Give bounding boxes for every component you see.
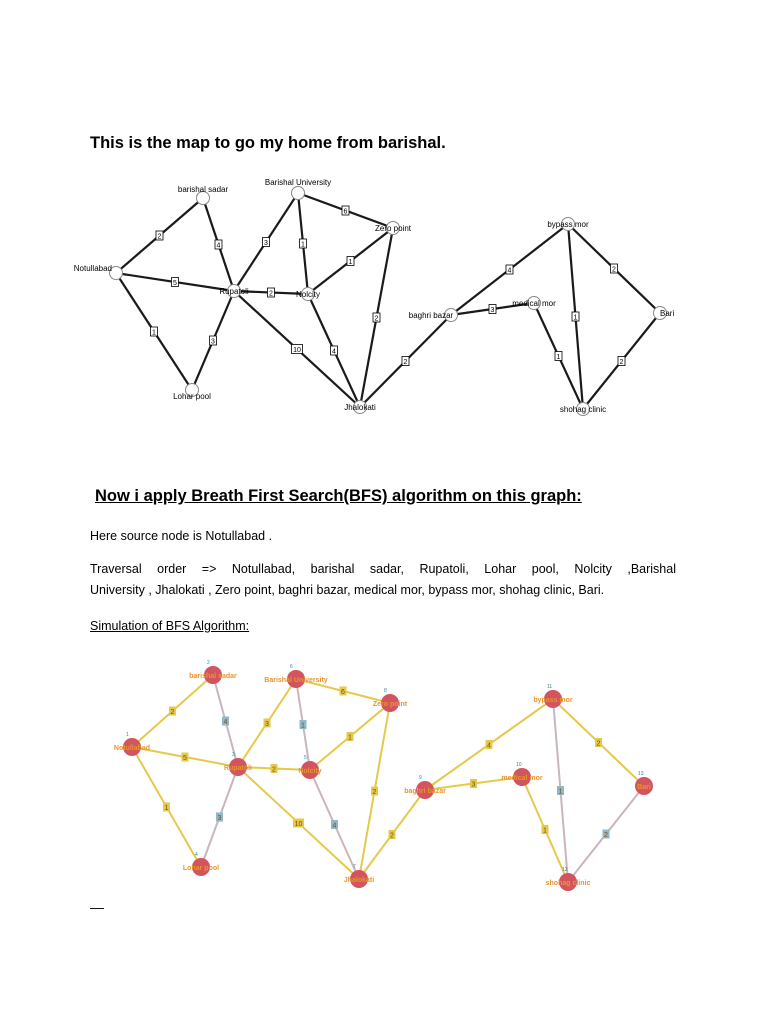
sim-nodes [114, 660, 653, 891]
node-label: Nolcity [295, 290, 321, 299]
bfs-order: 10 [516, 762, 522, 768]
node-medical-mor [512, 297, 556, 310]
edge-weight [340, 687, 347, 697]
bfs-order: 8 [384, 688, 387, 694]
svg-text:1: 1 [301, 722, 305, 730]
edge-weight [169, 707, 176, 717]
edge-weight [555, 352, 562, 362]
node-bypass-mor [533, 684, 573, 708]
svg-text:2: 2 [612, 266, 616, 274]
svg-text:6: 6 [341, 689, 345, 696]
bfs-simulation-graph [98, 655, 668, 900]
road-map-graph [73, 170, 688, 430]
bfs-order: 4 [195, 852, 198, 858]
edge-weight [156, 231, 163, 241]
svg-text:2: 2 [269, 290, 273, 298]
edge-weight [263, 238, 270, 248]
bfs-order: 3 [232, 752, 235, 758]
node-rupatoli [224, 752, 252, 776]
edge-weight [163, 803, 170, 813]
edge-weight [470, 779, 477, 789]
node-barishal-university [265, 178, 331, 200]
svg-text:2: 2 [619, 359, 624, 366]
node-lohar-pool [183, 852, 219, 876]
svg-text:5: 5 [173, 280, 177, 287]
bfs-order: 13 [638, 771, 644, 777]
bfs-order: 7 [353, 864, 356, 870]
node-label: Rupatoli [219, 287, 249, 296]
node-label: Rupatoli [224, 765, 252, 772]
edge-weight [293, 819, 304, 829]
edge-weight [342, 206, 349, 216]
svg-text:4: 4 [332, 348, 336, 356]
edge-weight [542, 825, 549, 835]
svg-text:3: 3 [265, 721, 269, 728]
node-bypass-mor [547, 218, 589, 231]
edge-weight [271, 764, 278, 774]
trailing-dash: — [90, 899, 104, 915]
edge-weight [292, 345, 303, 355]
edge-weight [595, 738, 602, 748]
svg-text:1: 1 [543, 827, 547, 835]
bfs-order: 6 [290, 664, 293, 670]
edge-weight [402, 357, 409, 367]
node-label: Lohar pool [182, 865, 220, 872]
node-nolcity [298, 755, 321, 779]
source-node-text: Here source node is Notullabad . [90, 529, 273, 543]
edge-weight [506, 265, 513, 275]
node-nolcity [296, 288, 320, 301]
node-barishal-sadar [178, 185, 229, 205]
svg-text:2: 2 [374, 315, 379, 323]
svg-text:2: 2 [272, 766, 276, 774]
svg-text:2: 2 [390, 832, 394, 840]
edge-weight [151, 327, 158, 337]
node-barishal-sadar [189, 660, 237, 684]
node-label: Barishal University [264, 178, 332, 187]
svg-text:2: 2 [604, 832, 608, 839]
node-baghri-bazar [409, 309, 458, 322]
node-label: Nolcity [298, 768, 322, 775]
svg-text:3: 3 [471, 781, 476, 789]
svg-text:1: 1 [573, 314, 578, 322]
edge-weight [268, 288, 275, 298]
bfs-order: 2 [207, 660, 210, 666]
node-label: shohag clinic [559, 405, 607, 414]
svg-text:10: 10 [293, 347, 301, 354]
svg-text:2: 2 [403, 359, 408, 366]
node-rupatoli [219, 285, 249, 298]
svg-text:3: 3 [211, 338, 215, 346]
svg-text:4: 4 [216, 242, 221, 250]
edge-weight [389, 830, 396, 840]
node-label: Notullabad [73, 264, 112, 273]
svg-text:5: 5 [183, 755, 187, 762]
page-title: This is the map to go my home from barishal. [90, 134, 446, 152]
svg-text:1: 1 [348, 259, 353, 266]
svg-text:4: 4 [332, 822, 337, 830]
node-label: barishal sadar [189, 673, 237, 680]
node-label: medical mor [501, 775, 543, 782]
svg-text:3: 3 [217, 815, 222, 822]
svg-text:2: 2 [170, 709, 175, 716]
edge-weight [347, 732, 354, 742]
node-jhalokati [344, 864, 374, 888]
edge-weight [172, 278, 179, 288]
svg-text:2: 2 [372, 789, 377, 796]
svg-text:3: 3 [264, 240, 268, 247]
node-zero-point [375, 222, 412, 235]
node-label: Zero point [372, 701, 408, 708]
svg-text:4: 4 [507, 267, 512, 275]
edge-weight [216, 813, 223, 823]
node-label: bypass mor [533, 697, 573, 704]
edge-weight [618, 357, 625, 367]
svg-text:1: 1 [152, 329, 156, 337]
node-label: Notullabad [113, 745, 151, 752]
node-label: barishal sadar [177, 185, 229, 194]
edge-weight [182, 753, 189, 763]
svg-text:1: 1 [164, 805, 169, 812]
bfs-order: 12 [562, 867, 568, 873]
node-label: baghri bazar [404, 788, 446, 795]
svg-text:10: 10 [294, 821, 303, 828]
traversal-line-1: Traversal order => Notullabad, barishal sadar, Rupatoli, Lohar pool, Nolcity ,Barishal [90, 562, 676, 576]
edge-weight [215, 240, 222, 250]
edge-weight [611, 264, 618, 274]
svg-text:2: 2 [157, 233, 162, 241]
section-heading: Now i apply Breath First Search(BFS) algorithm on this graph: [95, 487, 582, 505]
svg-text:3: 3 [490, 307, 495, 314]
svg-text:1: 1 [556, 354, 561, 361]
svg-text:6: 6 [343, 208, 348, 216]
traversal-order [90, 559, 676, 601]
node-label: Bari [637, 784, 651, 791]
simulation-label: Simulation of BFS Algorithm: [90, 619, 250, 633]
edge-weight [373, 313, 380, 323]
edge-weight [489, 305, 496, 315]
node-bari [635, 771, 653, 795]
edge-weight [603, 830, 610, 840]
edge-weight [371, 787, 378, 797]
node-label: Bari [660, 309, 675, 318]
bfs-order: 5 [304, 755, 307, 761]
node-label: medical mor [512, 299, 556, 308]
edge-weight [264, 719, 271, 729]
edge-weight [557, 786, 564, 796]
bfs-order: 11 [547, 684, 553, 690]
node-lohar-pool [173, 384, 211, 402]
node-bari [654, 307, 675, 320]
node-label: baghri bazar [408, 311, 454, 320]
node-label: Jhalokati [344, 403, 376, 412]
svg-text:1: 1 [558, 788, 563, 796]
svg-text:4: 4 [223, 719, 228, 726]
traversal-line-2: University , Jhalokati , Zero point, baghri bazar, medical mor, bypass mor, shohag clinic, Bari. [90, 583, 605, 597]
edge-weight [572, 312, 579, 322]
node-label: Barishal University [264, 677, 328, 684]
node-label: Lohar pool [173, 392, 211, 401]
edge-weight [331, 346, 338, 356]
svg-text:4: 4 [487, 742, 491, 750]
svg-text:1: 1 [301, 241, 305, 249]
edge-weight [300, 239, 307, 249]
node-label: bypass mor [547, 220, 589, 229]
edge-weight [210, 336, 217, 346]
edge-weight [486, 740, 493, 750]
node-medical-mor [501, 762, 543, 786]
node-notullabad [74, 264, 123, 280]
svg-text:1: 1 [348, 734, 352, 742]
edge-weight [331, 820, 338, 830]
bfs-order: 9 [419, 775, 422, 781]
node-label: shohag clinic [545, 880, 591, 887]
edge-weight [300, 720, 307, 730]
edge-weight [347, 257, 354, 267]
graph-nodes [74, 178, 675, 416]
node-label: Jhalokati [343, 877, 375, 884]
node-shohag-clinic [560, 403, 606, 416]
bfs-order: 1 [126, 732, 129, 738]
node-jhalokati [344, 401, 376, 414]
node-label: Zero point [374, 224, 412, 233]
svg-text:2: 2 [596, 740, 601, 748]
edge-weight [222, 717, 229, 727]
